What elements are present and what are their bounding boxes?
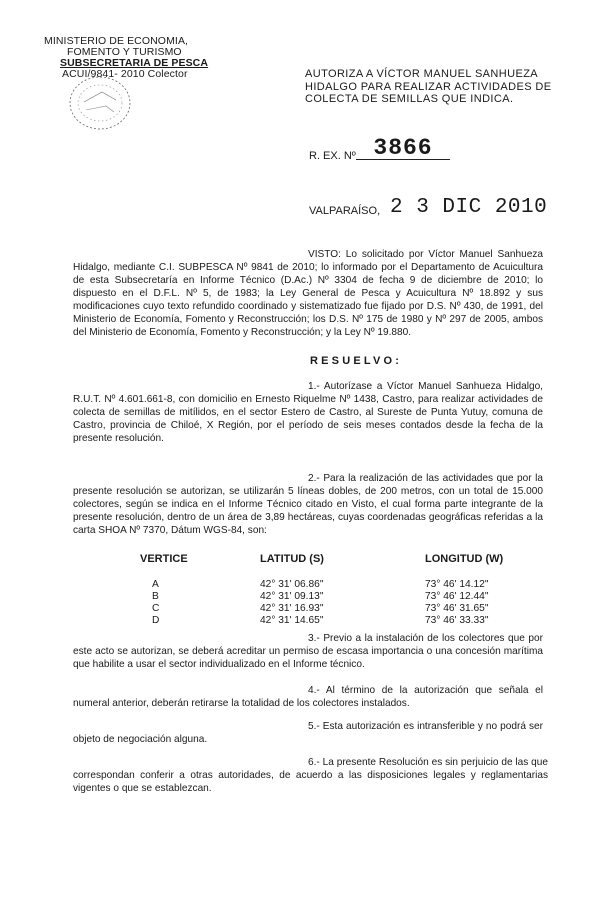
official-stamp — [62, 72, 138, 134]
resolution-label: R. EX. Nº — [309, 150, 356, 162]
header-latitud: LATITUD (S) — [260, 553, 324, 565]
paragraph-3 — [73, 632, 543, 671]
header-line-1: MINISTERIO DE ECONOMIA, — [44, 35, 189, 47]
longitude-cell: 73° 46' 33.33" — [425, 615, 489, 626]
header-vertice: VERTICE — [140, 553, 188, 565]
paragraph-2 — [73, 472, 543, 537]
paragraph-6 — [73, 756, 548, 795]
date-stamp: 2 3 DIC 2010 — [390, 196, 548, 219]
latitude-cell: 42° 31' 09.13" — [260, 591, 324, 602]
visto-text: VISTO: Lo solicitado por Víctor Manuel Sanhueza Hidalgo, mediante C.I. SUBPESCA Nº 9841 de 2010; lo informado por el Departamento de Acuicultura de esta Subsecretaría en Informe Técnico (D.Ac.) Nº 3304 de fecha 9 de diciembre de 2010; lo dispuesto en el D.F.L. Nº 5, de 1983; la Ley General de Pesca y Acuicultura Nº 18.892 y sus modificaciones cuyo texto refundido coordinado y sistematizado fue fijado por D.S. Nº 430, de 1991, del Ministerio de Economía, Fomento y Reconstrucción; los D.S. Nº 175 de 1980 y Nº 297 de 2005, ambos del Ministerio de Economía, Fomento y Reconstrucción; y la Ley Nº 19.880. — [73, 249, 543, 338]
paragraph-2-text: 2.- Para la realización de las actividades que por la presente resolución se autorizan, se utilizarán 5 líneas dobles, de 200 metros, con un total de 15.000 colectores, según se indica en el Informe Técnico citado en Visto, el cual forma parte integrante de la presente resolución, dentro de un área de 3,89 hectáreas, cuyas coordenadas geográficas referidas a la carta SHOA Nº 7370, Dátum WGS-84, son: — [73, 473, 543, 536]
table-row — [140, 591, 575, 603]
header-line-2: FOMENTO Y TURISMO — [67, 46, 182, 58]
coordinates-table — [140, 553, 575, 627]
paragraph-4-text: 4.- Al término de la autorización que señala el numeral anterior, deberán retirarse la totalidad de los colectores instalados. — [73, 685, 543, 709]
paragraph-1-text: 1.- Autorízase a Víctor Manuel Sanhueza Hidalgo, R.U.T. Nº 4.601.661-8, con domicilio en Ernesto Riquelme Nº 1438, Castro, para realizar actividades de colecta de semillas de mitílidos, en el sector Estero de Castro, al Sureste de Punta Yutuy, comuna de Castro, provincia de Chiloé, X Región, por el período de seis meses contados desde la fecha de la presente resolución. — [73, 381, 543, 444]
paragraph-5-text: 5.- Esta autorización es intransferible y no podrá ser objeto de negociación alguna. — [73, 721, 543, 745]
longitude-cell: 73° 46' 12.44" — [425, 591, 489, 602]
header-longitud: LONGITUD (W) — [425, 553, 504, 565]
latitude-cell: 42° 31' 06.86" — [260, 579, 324, 590]
paragraph-3-text: 3.- Previo a la instalación de los colectores que por este acto se autorizan, se deberá acreditar un permiso de escasa importancia o una concesión marítima que habilite a usar el sector individualizado en el Informe técnico. — [73, 633, 543, 670]
paragraph-1 — [73, 380, 543, 445]
table-row — [140, 615, 575, 627]
paragraph-6-text: 6.- La presente Resolución es sin perjuicio de las que correspondan conferir a otras autoridades, de acuerdo a las disposiciones legales y reglamentarias vigentes o que se establezcan. — [73, 757, 548, 794]
resuelvo-heading: RESUELVO: — [310, 355, 403, 367]
date-place: VALPARAÍSO, — [309, 205, 381, 217]
table-row — [140, 579, 575, 591]
header-line-4: ACUI/9841- 2010 Colector — [62, 68, 188, 80]
visto-paragraph — [73, 248, 543, 339]
latitude-cell: 42° 31' 14.65" — [260, 615, 324, 626]
longitude-cell: 73° 46' 31.65" — [425, 603, 489, 614]
table-row — [140, 603, 575, 615]
vertex-cell: A — [152, 579, 159, 590]
document-title: AUTORIZA A VÍCTOR MANUEL SANHUEZA HIDALGO PARA REALIZAR ACTIVIDADES DE COLECTA DE SEMILLAS QUE INDICA. — [305, 68, 552, 105]
table-header-row — [140, 553, 575, 579]
latitude-cell: 42° 31' 16.93" — [260, 603, 324, 614]
resolution-number: 3866 — [356, 137, 450, 160]
vertex-cell: B — [152, 591, 159, 602]
paragraph-5 — [73, 720, 543, 746]
longitude-cell: 73° 46' 14.12" — [425, 579, 489, 590]
header-line-3: SUBSECRETARIA DE PESCA — [60, 57, 209, 69]
vertex-cell: D — [152, 615, 160, 626]
paragraph-4 — [73, 684, 543, 710]
vertex-cell: C — [152, 603, 160, 614]
